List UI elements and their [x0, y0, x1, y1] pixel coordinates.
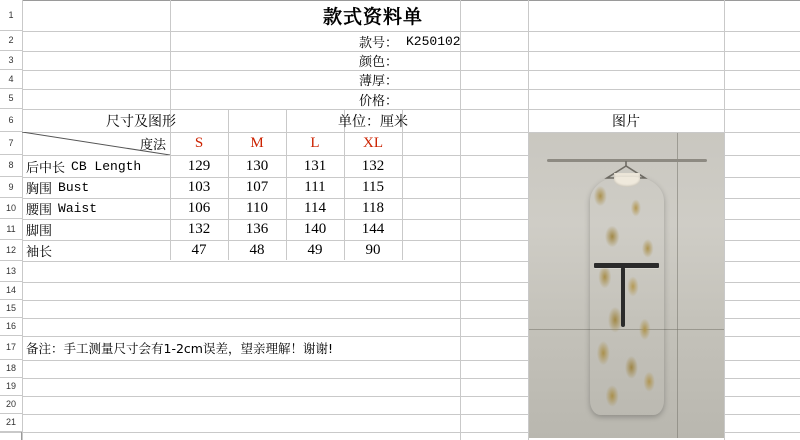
- dress-belt-tail: [621, 267, 625, 327]
- dress-garment: [590, 177, 664, 415]
- measure-label-cn: 脚围: [26, 224, 53, 239]
- cell-value[interactable]: 114: [304, 200, 326, 216]
- row-header[interactable]: 3: [0, 51, 22, 70]
- row-header[interactable]: 16: [0, 318, 22, 336]
- row-header[interactable]: 6: [0, 109, 22, 132]
- cell-value[interactable]: 132: [187, 221, 211, 237]
- table-row: [22, 155, 170, 177]
- row-header[interactable]: 20: [0, 396, 22, 414]
- field-label-style-no: 款号：: [358, 34, 398, 50]
- measure-label-cn: 腰围: [26, 203, 53, 218]
- cell-value[interactable]: 49: [307, 242, 323, 258]
- row-header[interactable]: 8: [0, 155, 22, 177]
- dress-print-pattern: [590, 177, 664, 415]
- row-header[interactable]: 1: [0, 0, 22, 31]
- section-header-spec: 尺寸及图形: [106, 113, 176, 130]
- document-title: 款式资料单: [322, 6, 423, 28]
- dress-belt: [594, 263, 659, 268]
- cell-value[interactable]: 131: [303, 157, 327, 174]
- section-header-unit: 单位：厘米: [338, 113, 408, 130]
- field-value-color[interactable]: [402, 51, 724, 70]
- row-header[interactable]: 14: [0, 282, 22, 300]
- row-header[interactable]: 15: [0, 300, 22, 318]
- row-header[interactable]: 2: [0, 31, 22, 51]
- row-header[interactable]: 13: [0, 261, 22, 282]
- row-header[interactable]: 4: [0, 70, 22, 89]
- table-row: [22, 177, 170, 198]
- field-label-thickness: 薄厚：: [358, 73, 398, 88]
- field-value-style-no[interactable]: K250102: [406, 33, 461, 49]
- grid-line-v: [724, 0, 725, 440]
- measure-label-en: Waist: [58, 201, 98, 216]
- cell-value[interactable]: 144: [361, 221, 385, 237]
- size-header-l: L: [310, 135, 320, 151]
- cell-value[interactable]: 132: [361, 157, 385, 174]
- field-label-color: 颜色：: [358, 54, 398, 69]
- cell-value[interactable]: 115: [362, 179, 384, 195]
- cell-value[interactable]: 129: [187, 157, 211, 174]
- cell-value[interactable]: 48: [249, 242, 265, 258]
- measure-label-cn: 袖长: [26, 245, 53, 260]
- cell-value[interactable]: 103: [187, 179, 211, 195]
- cell-value[interactable]: 111: [304, 179, 326, 195]
- cell-value[interactable]: 118: [362, 200, 384, 216]
- measure-label-en: Bust: [58, 180, 90, 195]
- cell-value[interactable]: 106: [187, 200, 211, 216]
- field-label-price: 价格：: [358, 92, 398, 108]
- row-header[interactable]: 11: [0, 219, 22, 240]
- row-header[interactable]: 19: [0, 378, 22, 396]
- field-value-thickness[interactable]: [402, 70, 724, 89]
- measure-label-cn: 胸围: [26, 182, 53, 197]
- measure-label-cn: 后中长: [26, 160, 66, 176]
- table-row: [22, 240, 170, 261]
- cell-value[interactable]: 130: [245, 157, 269, 174]
- measure-label-en: CB Length: [71, 158, 142, 174]
- size-header-s: S: [194, 135, 204, 151]
- row-header[interactable]: 12: [0, 240, 22, 261]
- table-row: [22, 219, 170, 240]
- size-header-xl: XL: [363, 135, 383, 151]
- wall-corner-line: [677, 133, 678, 438]
- section-header-image: 图片: [612, 113, 640, 130]
- row-header[interactable]: 5: [0, 89, 22, 109]
- table-corner-label: 度法: [139, 138, 166, 153]
- cell-value[interactable]: 110: [246, 200, 268, 216]
- row-header[interactable]: 7: [0, 132, 22, 155]
- row-header[interactable]: 17: [0, 336, 22, 360]
- table-row: [22, 198, 170, 219]
- row-header[interactable]: 21: [0, 414, 22, 432]
- row-header[interactable]: 10: [0, 198, 22, 219]
- product-photo[interactable]: [529, 133, 724, 438]
- cell-value[interactable]: 136: [245, 221, 269, 237]
- cell-value[interactable]: 47: [191, 242, 207, 258]
- row-header[interactable]: 9: [0, 177, 22, 198]
- cell-value[interactable]: 107: [245, 179, 269, 195]
- cell-value[interactable]: 140: [303, 221, 327, 237]
- size-header-m: M: [250, 135, 264, 151]
- note-text: 备注：手工测量尺寸会有1-2cm误差，望亲理解！谢谢!: [26, 341, 333, 356]
- cell-value[interactable]: 90: [365, 242, 381, 258]
- field-value-price[interactable]: [402, 89, 724, 109]
- row-header[interactable]: 18: [0, 360, 22, 378]
